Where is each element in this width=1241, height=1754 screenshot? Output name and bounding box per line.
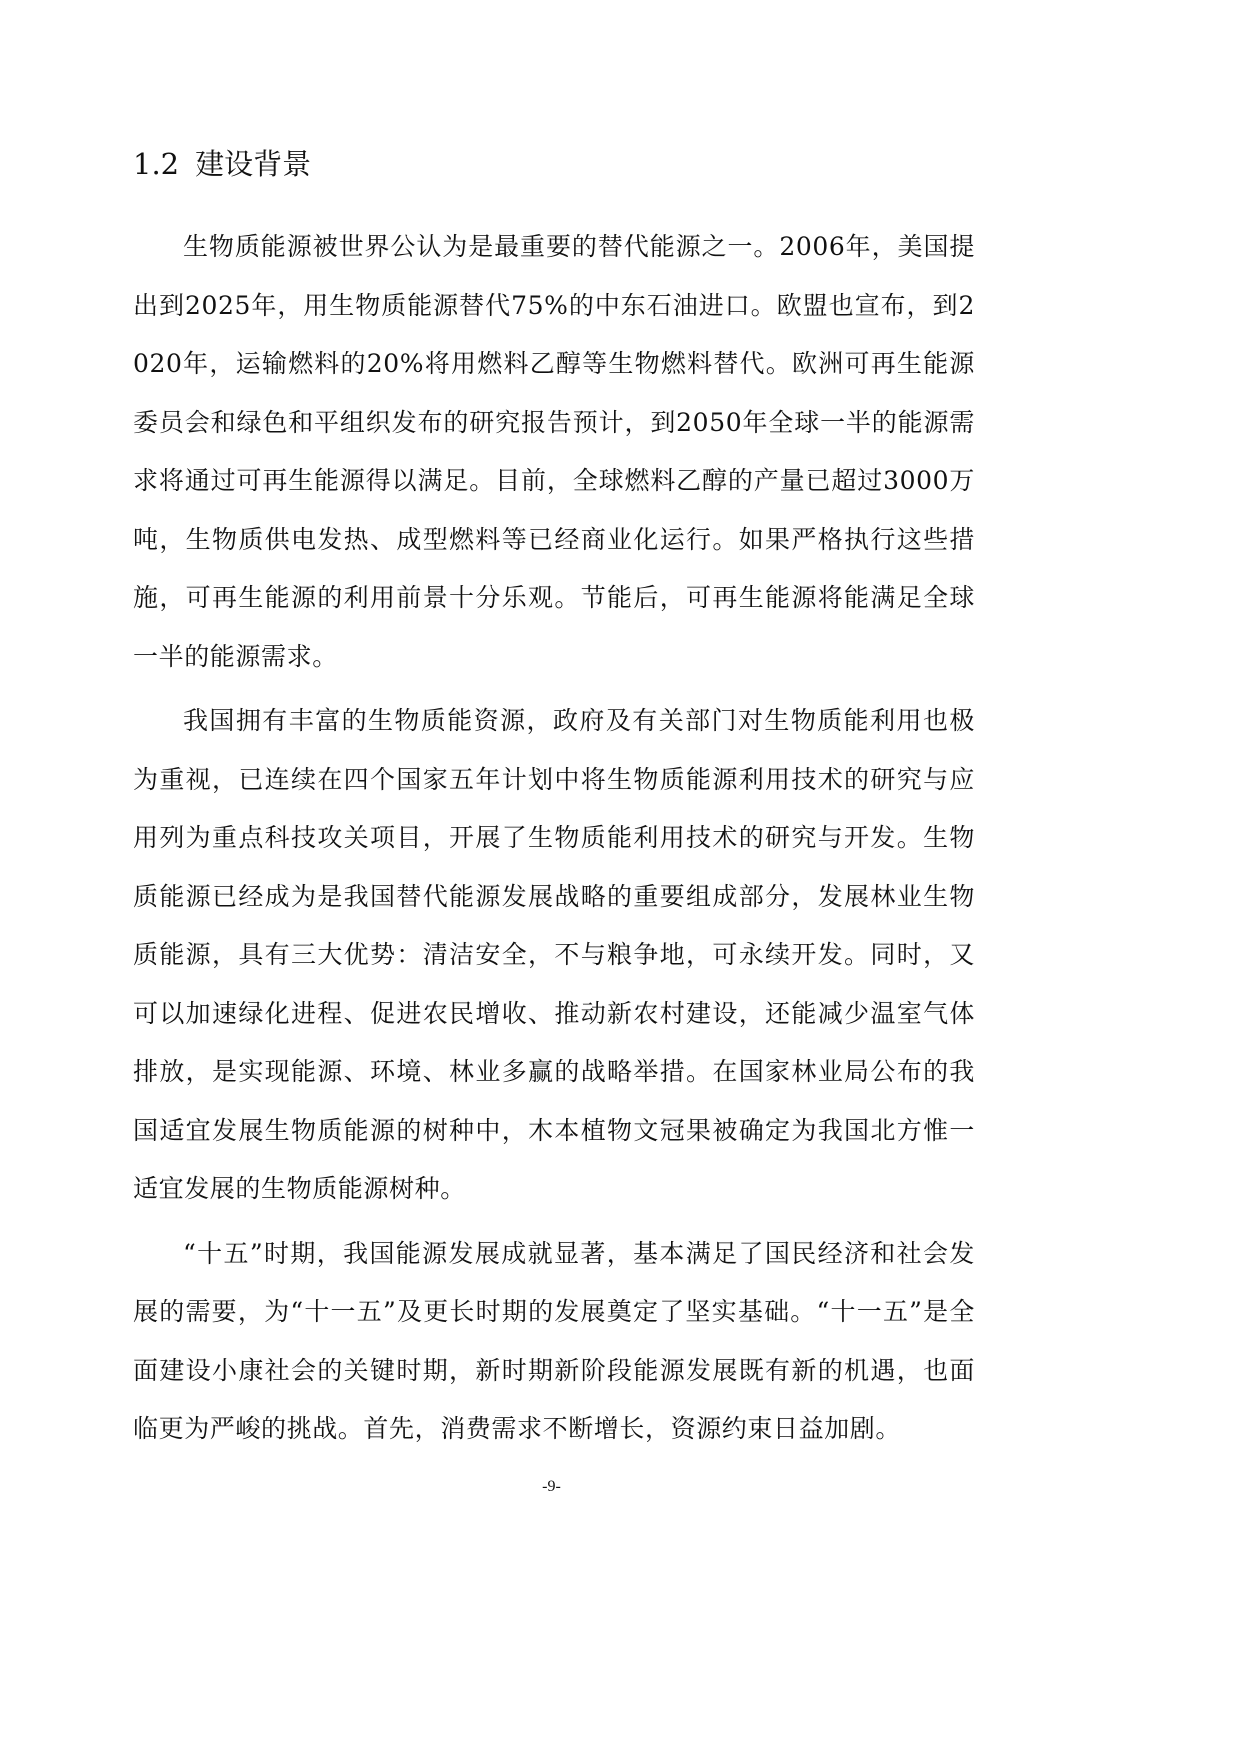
section-number: 1.2 bbox=[133, 147, 180, 181]
paragraph-biomass-china: 我国拥有丰富的生物质能资源，政府及有关部门对生物质能利用也极为重视，已连续在四个国家五年计划中将生物质能源利用技术的研究与应用列为重点科技攻关项目，开展了生物质能利用技术的研究与开发。生物质能源已经成为是我国替代能源发展战略的重要组成部分，发展林业生物质能源，具有三大优势：清洁安全，不与粮争地，可永续开发。同时，又可以加速绿化进程、促进农民增收、推动新农村建设，还能减少温室气体排放，是实现能源、环境、林业多赢的战略举措。在国家林业局公布的我国适宜发展生物质能源的树种中，木本植物文冠果被确定为我国北方惟一适宜发展的生物质能源树种。 bbox=[133, 706, 975, 1203]
body-text bbox=[133, 218, 975, 1465]
paragraph-biomass-global: 生物质能源被世界公认为是最重要的替代能源之一。2006年，美国提出到2025年，用生物质能源替代75%的中东石油进口。欧盟也宣布，到2020年，运输燃料的20%将用燃料乙醇等生物燃料替代。欧洲可再生能源委员会和绿色和平组织发布的研究报告预计，到2050年全球一半的能源需求将通过可再生能源得以满足。目前，全球燃料乙醇的产量已超过3000万吨，生物质供电发热、成型燃料等已经商业化运行。如果严格执行这些措施，可再生能源的利用前景十分乐观。节能后，可再生能源将能满足全球一半的能源需求。 bbox=[133, 232, 975, 671]
section-heading bbox=[133, 140, 311, 188]
page-number: -9- bbox=[542, 1478, 561, 1495]
section-title: 建设背景 bbox=[195, 147, 312, 181]
paragraph-five-year-plan: “十五”时期，我国能源发展成就显著，基本满足了国民经济和社会发展的需要，为“十一五”及更长时期的发展奠定了坚实基础。“十一五”是全面建设小康社会的关键时期，新时期新阶段能源发展既有新的机遇，也面临更为严峻的挑战。首先，消费需求不断增长，资源约束日益加剧。 bbox=[133, 1238, 975, 1443]
